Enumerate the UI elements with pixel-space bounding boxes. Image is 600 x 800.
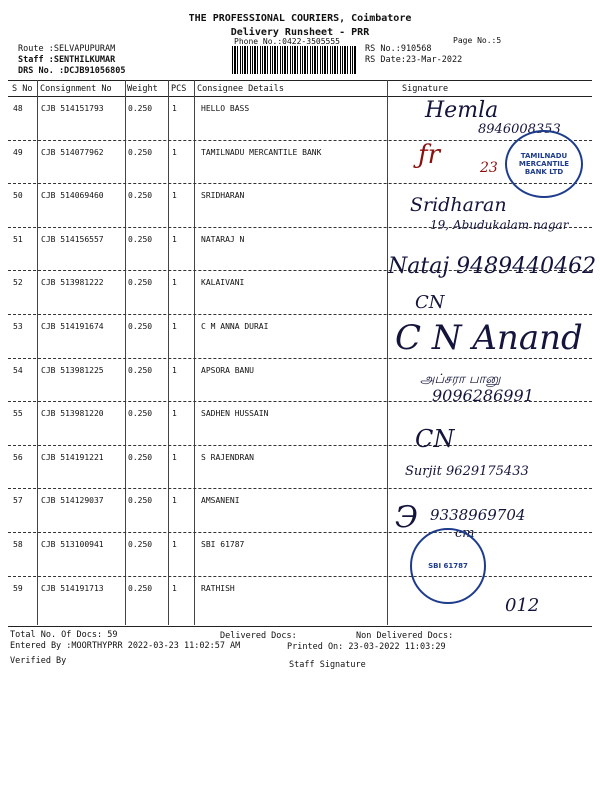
handwritten-signature: Nataj 9489440462 [388, 254, 597, 279]
row-consignment-no: CJB 514077962 [41, 147, 104, 157]
handwritten-signature: 9096286991 [432, 386, 534, 405]
non-delivered-docs: Non Delivered Docs: [356, 631, 454, 641]
row-consignment-no: CJB 514151793 [41, 104, 104, 113]
bank-seal-icon: SBI 61787 [410, 528, 486, 604]
row-consignee: C M ANNA DURAI [201, 322, 269, 331]
row-weight: 0.250 [128, 191, 153, 201]
barcode-icon [232, 46, 356, 74]
table-header-rule [8, 96, 592, 97]
drs-number: DRS No. :DCJB91056805 [18, 66, 126, 76]
row-consignee: TAMILNADU MERCANTILE BANK [201, 147, 322, 157]
row-consignee: SBI 61787 [201, 540, 245, 549]
handwritten-signature: 19, Abudukalam nagar [430, 218, 569, 232]
row-consignment-no: CJB 514156557 [41, 234, 104, 244]
row-pcs: 1 [172, 191, 177, 201]
row-separator [8, 140, 592, 141]
row-consignment-no: CJB 514191713 [41, 583, 104, 593]
row-pcs: 1 [172, 583, 177, 593]
col-pcs: PCS [171, 84, 187, 94]
row-separator [8, 488, 592, 489]
row-consignee: S RAJENDRAN [201, 452, 254, 462]
page-number: Page No.:5 [453, 36, 502, 45]
row-pcs: 1 [172, 409, 177, 419]
bank-seal-icon: TAMILNADU MERCANTILE BANK LTD [505, 130, 583, 198]
row-weight: 0.250 [128, 365, 153, 375]
row-consignee: APSORA BANU [201, 365, 254, 375]
route: Route :SELVAPUPURAM [18, 44, 116, 54]
row-consignment-no: CJB 514069460 [41, 191, 104, 201]
col-signature: Signature [402, 84, 449, 94]
table-row [10, 142, 590, 185]
staff-signature: Staff Signature [289, 660, 366, 670]
row-weight: 0.250 [128, 147, 153, 157]
row-separator [8, 314, 592, 315]
row-pcs: 1 [172, 365, 177, 375]
handwritten-signature: 8946008353 [478, 122, 561, 137]
col-sno: S No [12, 84, 33, 94]
handwritten-signature: Hemla [425, 98, 499, 123]
table-top-rule [8, 80, 592, 81]
row-separator [8, 445, 592, 446]
table-bottom-rule [8, 626, 592, 627]
row-pcs: 1 [172, 147, 177, 157]
handwritten-signature: CN [415, 292, 445, 313]
row-sno: 57 [13, 496, 23, 506]
staff: Staff :SENTHILKUMAR [18, 55, 116, 65]
row-sno: 48 [13, 104, 23, 113]
row-consignment-no: CJB 513100941 [41, 540, 104, 549]
row-consignment-no: CJB 514191674 [41, 322, 104, 331]
row-consignment-no: CJB 513981220 [41, 409, 104, 419]
handwritten-signature: ƒr [418, 140, 441, 170]
row-sno: 52 [13, 278, 23, 288]
handwritten-signature: 9338969704 [430, 506, 526, 524]
row-consignment-no: CJB 513981222 [41, 278, 104, 288]
col-weight: Weight [127, 84, 158, 94]
row-consignment-no: CJB 514191221 [41, 452, 104, 462]
row-separator [8, 532, 592, 533]
row-sno: 50 [13, 191, 23, 201]
row-consignee: RATHISH [201, 583, 235, 593]
row-sno: 51 [13, 234, 23, 244]
handwritten-signature: Surjit 9629175433 [405, 464, 529, 479]
row-consignee: SRIDHARAN [201, 191, 245, 201]
row-sno: 59 [13, 583, 23, 593]
row-consignee: NATARAJ N [201, 234, 245, 244]
handwritten-signature: CN [415, 425, 455, 453]
verified-by: Verified By [10, 656, 67, 666]
row-sno: 54 [13, 365, 23, 375]
row-weight: 0.250 [128, 234, 153, 244]
row-pcs: 1 [172, 540, 177, 549]
phone-number: Phone No.:0422-3505555 [234, 37, 340, 46]
table-row [10, 534, 590, 577]
handwritten-signature: அப்சரா பானு [420, 372, 501, 387]
total-docs: Total No. Of Docs: 59 [10, 630, 118, 640]
row-consignee: SADHEN HUSSAIN [201, 409, 269, 419]
row-weight: 0.250 [128, 278, 153, 288]
table-row [10, 403, 590, 446]
company-title: THE PROFESSIONAL COURIERS, Coimbatore [188, 13, 412, 24]
row-pcs: 1 [172, 234, 177, 244]
row-weight: 0.250 [128, 540, 153, 549]
entered-by: Entered By :MOORTHYPRR 2022-03-23 11:02:57 AM [10, 641, 241, 651]
printed-on: Printed On: 23-03-2022 11:03:29 [287, 642, 446, 652]
rs-date: RS Date:23-Mar-2022 [365, 55, 463, 65]
row-sno: 55 [13, 409, 23, 419]
row-weight: 0.250 [128, 452, 153, 462]
handwritten-signature: Sridharan [410, 194, 507, 216]
handwritten-signature: C N Anand [395, 318, 583, 358]
row-weight: 0.250 [128, 104, 153, 113]
row-separator [8, 183, 592, 184]
delivered-docs: Delivered Docs: [220, 631, 297, 641]
row-weight: 0.250 [128, 583, 153, 593]
row-sno: 58 [13, 540, 23, 549]
handwritten-signature: 23 [480, 160, 498, 176]
row-weight: 0.250 [128, 322, 153, 331]
row-pcs: 1 [172, 322, 177, 331]
col-consignee: Consignee Details [197, 84, 284, 94]
row-weight: 0.250 [128, 496, 153, 506]
row-pcs: 1 [172, 452, 177, 462]
sheet-title: Delivery Runsheet - PRR [230, 27, 370, 38]
col-consignment: Consignment No [40, 84, 112, 94]
row-pcs: 1 [172, 104, 177, 113]
row-consignee: HELLO BASS [201, 104, 250, 113]
table-row [10, 578, 590, 621]
row-sno: 56 [13, 452, 23, 462]
row-weight: 0.250 [128, 409, 153, 419]
row-consignment-no: CJB 514129037 [41, 496, 104, 506]
rs-number: RS No.:910568 [365, 44, 432, 54]
row-consignment-no: CJB 513981225 [41, 365, 104, 375]
row-sno: 53 [13, 322, 23, 331]
handwritten-signature: Э [395, 500, 418, 535]
row-separator [8, 576, 592, 577]
row-pcs: 1 [172, 278, 177, 288]
row-consignee: AMSANENI [201, 496, 240, 506]
row-sno: 49 [13, 147, 23, 157]
handwritten-signature: cm [455, 526, 475, 541]
row-pcs: 1 [172, 496, 177, 506]
handwritten-signature: 012 [505, 595, 540, 616]
row-consignee: KALAIVANI [201, 278, 245, 288]
